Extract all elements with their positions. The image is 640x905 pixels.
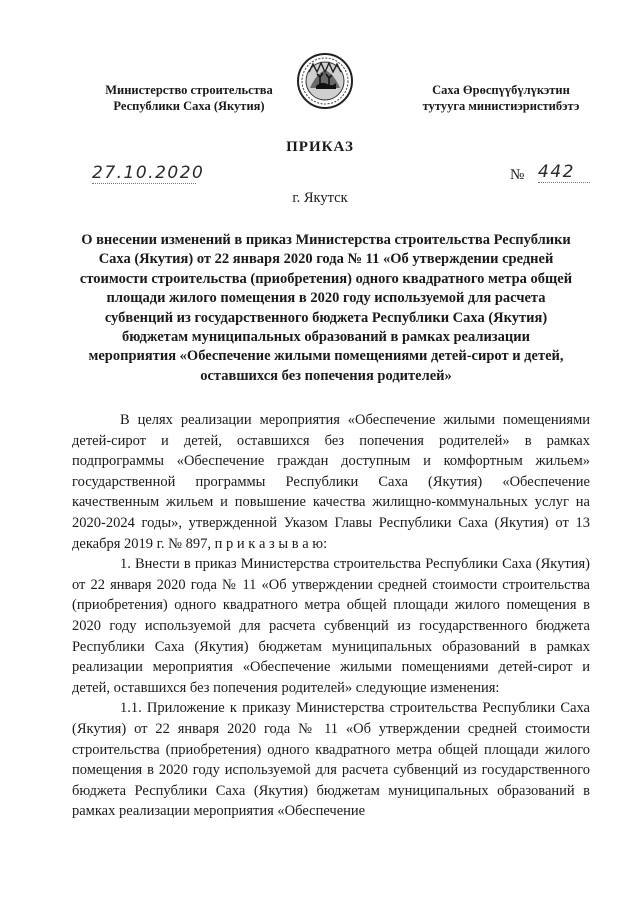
subject-line: субвенций из государственного бюджета Республики Саха (Якутия) bbox=[104, 309, 548, 326]
order-number: 442 bbox=[538, 162, 590, 183]
subject-line: оставшихся без попечения родителей» bbox=[200, 367, 452, 384]
subject-line: Саха (Якутия) от 22 января 2020 года № 11 «Об утверждении средней bbox=[98, 251, 554, 268]
ministry-name-sah-line2: тутууга министиэристибэтэ bbox=[422, 99, 580, 113]
ministry-name-yakut bbox=[396, 82, 606, 114]
subject-line: стоимости строительства (приобретения) одного квадратного метра общей bbox=[79, 270, 573, 287]
order-date: 27.10.2020 bbox=[92, 163, 205, 183]
order-subject bbox=[72, 231, 580, 386]
ministry-name-sah-line1: Саха Өрөспүүбүлүкэтин bbox=[432, 83, 570, 97]
order-number-label: № bbox=[510, 167, 525, 183]
body-paragraph-item-1: 1. Внести в приказ Министерства строительства Республики Саха (Якутия) от 22 января 2020 года № 11 «Об утверждении средней стоимости строительства (приобретения) одного квадратного метра общей площади жилого помещения в 2020 году используемой для расчета субвенций из государственного бюджета Республики Саха (Якутия) бюджетам муниципальных образований в рамках реализации мероприятия «Обеспечение жилыми помещениями детей-сирот и детей, оставшихся без попечения родителей» следующие изменения: bbox=[72, 556, 590, 696]
city-name: г. Якутск bbox=[292, 190, 348, 206]
ministry-name-ru-line1: Министерство строительства bbox=[105, 83, 273, 97]
subject-line: бюджетам муниципальных образований в рамках реализации bbox=[122, 329, 530, 346]
subject-line: мероприятия «Обеспечение жилыми помещениями детей-сирот и детей, bbox=[88, 348, 564, 365]
subject-line: площади жилого помещения в 2020 году используемой для расчета bbox=[106, 290, 546, 307]
ministry-name-russian bbox=[84, 82, 294, 114]
subject-line: О внесении изменений в приказ Министерства строительства Республики bbox=[81, 232, 571, 248]
document-title: ПРИКАЗ bbox=[286, 139, 354, 155]
body-paragraph-preamble: В целях реализации мероприятия «Обеспечение жилыми помещениями детей-сирот и детей, оставшихся без попечения родителей» в рамках подпрограммы «Обеспечение граждан доступным и комфортным жильем» государственной программы Республики Саха (Якутия) «Обеспечение качественным жильем и повышение качества жилищно-коммунальных услуг на 2020-2024 годы», утвержденной Указом Главы Республики Саха (Якутия) от 13 декабря 2019 г. № 897, п р и к а з ы в а ю: bbox=[72, 412, 590, 552]
document-body bbox=[72, 410, 590, 822]
body-paragraph-item-1-1: 1.1. Приложение к приказу Министерства строительства Республики Саха (Якутия) от 22 января 2020 года № 11 «Об утверждении средней стоимости строительства (приобретения) одного квадратного метра общей площади жилого помещения в 2020 году используемой для расчета субвенций из государственного бюджета Республики Саха (Якутия) бюджетам муниципальных образований в рамках реализации мероприятия «Обеспечение bbox=[72, 700, 590, 820]
ministry-name-ru-line2: Республики Саха (Якутия) bbox=[113, 99, 265, 113]
coat-of-arms-icon bbox=[296, 50, 354, 112]
